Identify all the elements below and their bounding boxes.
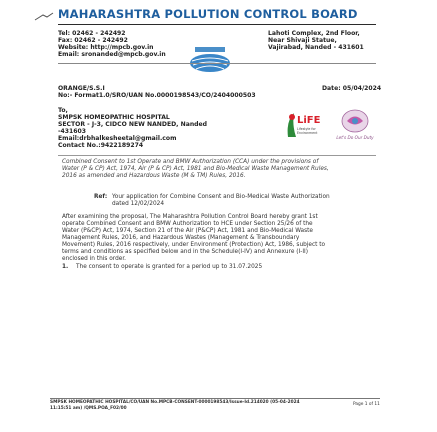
header-address-2: Near Shivaji Statue, [268,37,337,44]
recipient-contact: Contact No.:9422189274 [58,142,144,149]
life-tagline-1: Lifestyle for [297,127,316,131]
header-address-1: Lahoti Complex, 2nd Floor, [268,30,360,37]
recipient-name: SMPSK HOMEOPATHIC HOSPITAL [58,114,170,121]
pen-mark [34,12,54,22]
footer-rule [50,398,380,399]
to-label: To, [58,107,68,114]
footer-line-1: SMPSK HOMEOPATHIC HOSPITAL/CO/UAN No.MPCB-CONSENT-0000198543/Issue-Id.214020 (05-04-2024 [50,400,300,405]
recipient-pin: -431603 [58,128,86,135]
header-email: Email: sronanded@mpcb.gov.in [58,51,166,58]
body-line-5: Movement) Rules, 2016 respectively, under Environment (Protection) Act, 1986, subject to [62,242,326,248]
issue-date: Date: 05/04/2024 [322,85,382,92]
subject-line-3: 2016 as amended and Hazardous Waste (M & TM) Rules, 2016. [62,173,246,179]
body-line-7: enclosed in this order. [62,256,127,262]
recipient-address: SECTOR - J-3, CIDCO NEW NANDED, Nanded [58,121,208,128]
body-line-3: Water (P&CP) Act, 1974, Section 21 of the Air (P&CP) Act, 1981 and Bio-Medical Waste [62,228,313,234]
header-tel: Tel: 02462 - 242492 [58,30,126,37]
header-website: Website: http://mpcb.gov.in [58,44,154,51]
header-rule [58,24,376,25]
reference-number: No:- Format1.0/SRO/UAN No.0000198543/CO/2404000503 [58,92,256,99]
ref-label: Ref: [94,194,108,200]
subject-line-1: Combined Consent to 1st Operate and BMW Authorization (CCA) under the provisions of [62,159,319,165]
body-line-6: terms and conditions as specified below and in the Schedule(I-IV) and Annexure (I-II) [62,249,309,255]
item-text: The consent to operate is granted for a period up to 31.07.2025 [76,264,263,270]
page-number: Page 1 of 11 [353,402,380,407]
stamp-text: Let's Do Our Duty [336,135,374,140]
section-rule [58,155,376,156]
category: ORANGE/S.S.I [58,85,105,92]
header-address-3: Vajirabad, Nanded - 431601 [268,44,364,51]
body-line-2: operate Combined Consent and BMW Authorization to HCE under Section 25/26 of the [62,221,313,227]
mpcb-emblem-icon [187,47,233,73]
ref-line-1: Your application for Combine Consent and Bio-Medical Waste Authorization [112,194,330,200]
item-number: 1. [62,264,69,270]
ref-line-2: dated 12/02/2024 [112,201,165,207]
board-title: MAHARASHTRA POLLUTION CONTROL BOARD [58,7,358,21]
subject-line-2: Water (P & CP) Act, 1974, Air (P & CP) Act, 1981 and Bio-Medical Waste Management Rules, [62,166,329,172]
header-bottom-rule [58,63,376,64]
footer-line-2: 11:15:51 am) /QMS.POA_F02/00 [50,406,127,411]
duty-stamp-logo [332,108,378,142]
body-line-4: Management Rules, 2016, and Hazardous Wastes (Management & Transboundary [62,235,300,241]
life-mission-logo [282,107,321,143]
header-fax: Fax: 02462 - 242492 [58,37,128,44]
life-tagline-2: Environment [297,131,318,135]
life-text: LiFE [297,115,321,126]
recipient-email: Email:drbhalkesheetal@gmail.com [58,135,177,142]
body-line-1: After examining the proposal, The Maharashtra Pollution Control Board hereby grant 1st [62,214,318,220]
